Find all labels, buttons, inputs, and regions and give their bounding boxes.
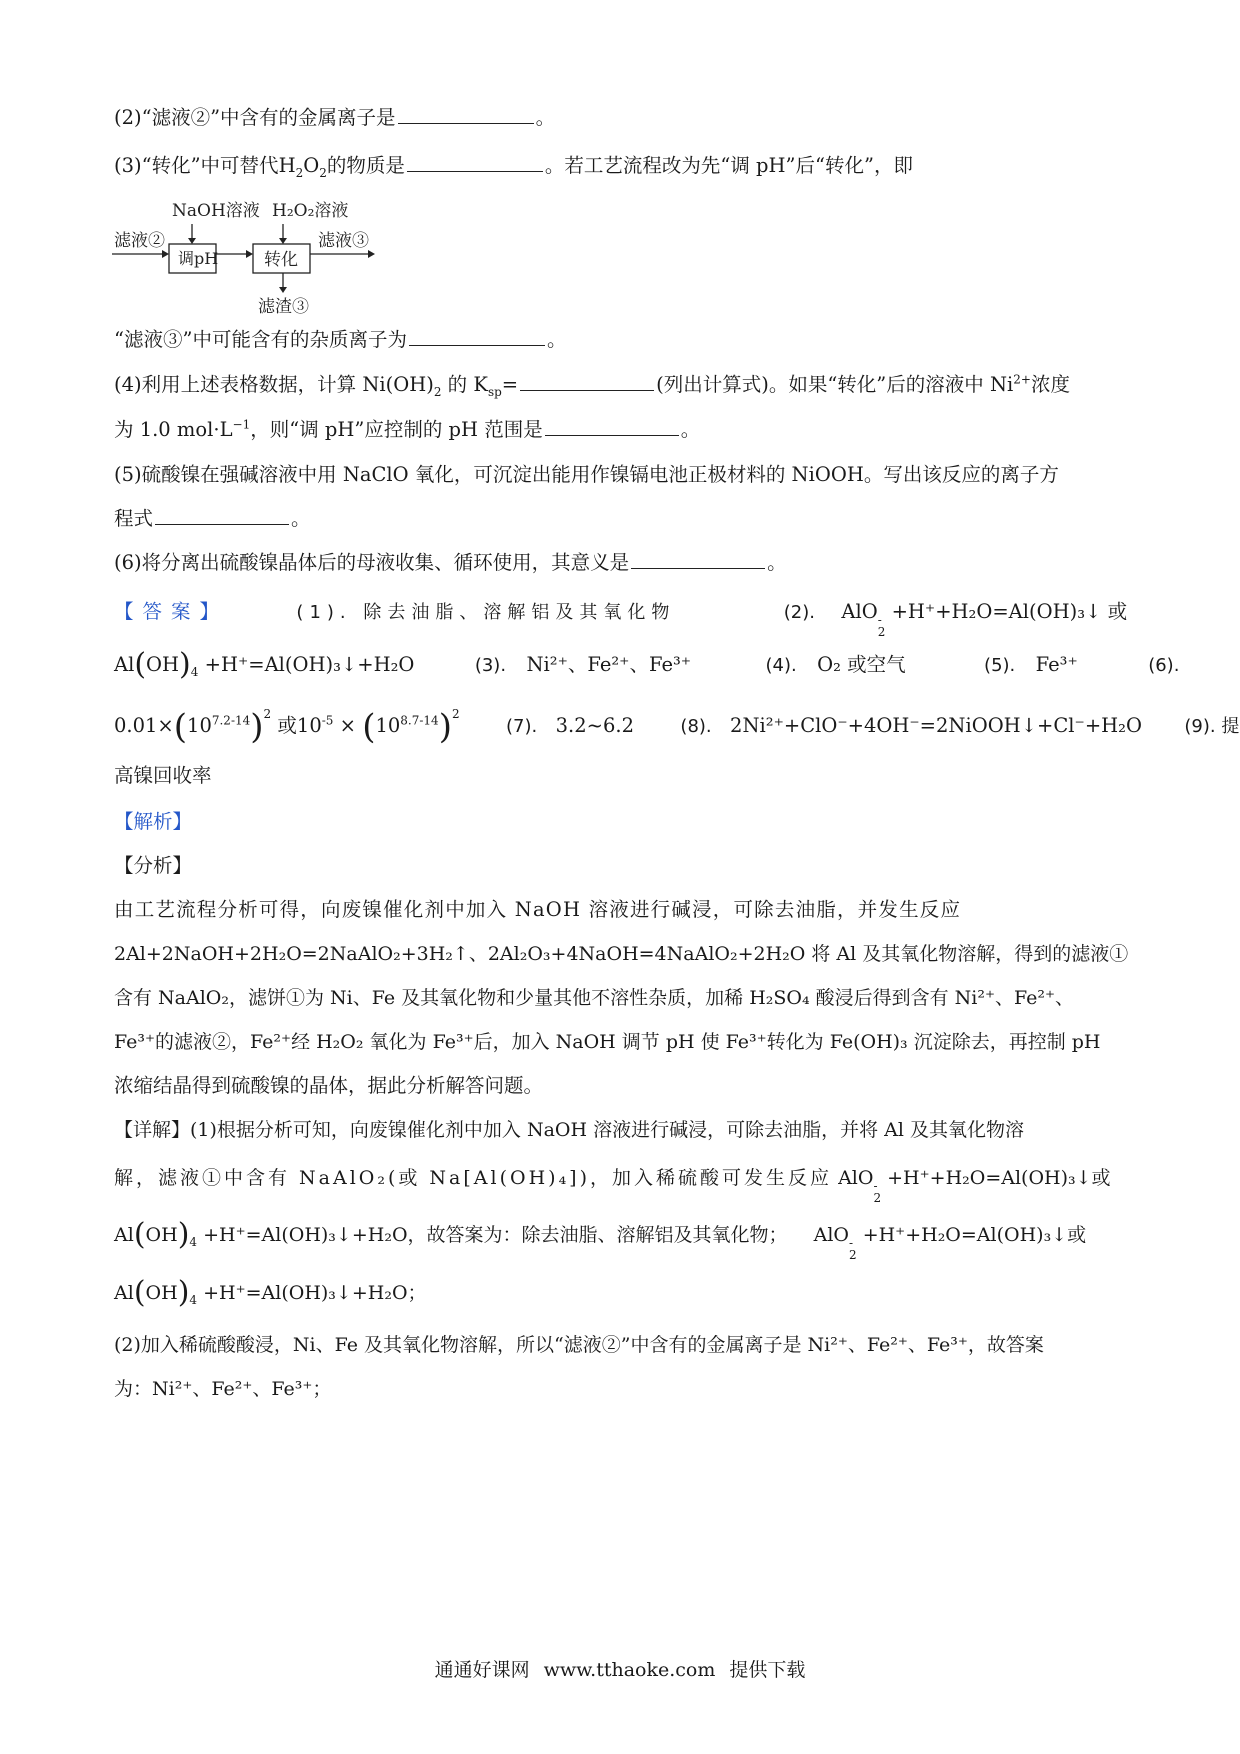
footer-tail: 提供下载 <box>729 1659 806 1681</box>
input-arrowhead <box>162 250 169 258</box>
analysis-line-5: 浓缩结晶得到硫酸镍的晶体，据此分析解答问题。 <box>114 1074 544 1097</box>
question-6: (6)将分离出硫酸镍晶体后的母液收集、循环使用，其意义是 。 <box>114 551 787 574</box>
analysis-line-3: 含有 NaAlO₂，滤饼①为 Ni、Fe 及其氧化物和少量其他不溶性杂质，加稀 H₂SO₄ 酸浸后得到含有 Ni²⁺、Fe²⁺、 <box>114 987 1075 1009</box>
answer-blank <box>631 550 765 569</box>
mid-arrowhead <box>246 250 253 258</box>
answer-line-4: 高镍回收率 <box>114 764 212 787</box>
answer-blank <box>520 372 654 391</box>
output-arrowhead <box>368 250 375 258</box>
detail-line-3: $Al(OH)_4$ +H⁺=Al(OH)₃↓+H₂O，故答案为：除去油脂、溶解铝及其氧化物； AlO - 2 +H⁺+H₂O=Al(OH)₃↓或 <box>114 1217 1087 1262</box>
h2o2-arrowhead <box>279 238 287 244</box>
h2o2-label: H₂O₂溶液 <box>272 201 349 221</box>
answer-blank <box>407 153 543 172</box>
jiexi-heading: 【解析】 <box>114 810 193 833</box>
footer-url[interactable]: www.tthaoke.com <box>543 1659 716 1681</box>
detail-line-2: 解，滤液①中含有 NaAlO₂(或 Na[Al(OH)₄])，加入稀硫酸可发生反应 AlO - 2 +H⁺+H₂O=Al(OH)₃↓或 <box>114 1167 1111 1205</box>
detail-line-5: (2)加入稀硫酸酸浸，Ni、Fe 及其氧化物溶解，所以“滤液②”中含有的金属离子是 Ni²⁺、Fe²⁺、Fe³⁺，故答案 <box>114 1334 1044 1356</box>
footer-site-name: 通通好课网 <box>434 1659 530 1681</box>
analysis-line-2: 2Al+2NaOH+2H₂O=2NaAlO₂+3H₂↑、2Al₂O₃+4NaOH=4NaAlO₂+2H₂O 将 Al 及其氧化物溶解，得到的滤液① <box>114 943 1129 965</box>
naoh-label: NaOH溶液 <box>172 201 260 221</box>
answer-line-3: $0.01\times(10^{7.2-14})^2$ 或$10^{-5} \times (10^{8.7-14})^2$ (7). 3.2~6.2 (8). 2Ni²⁺+ClO⁻+4OH⁻=2NiOOH↓+Cl⁻+H₂O (9). 提 <box>114 707 1240 747</box>
question-2: (2)“滤液②”中含有的金属离子是 。 <box>114 106 556 129</box>
naoh-arrowhead <box>188 238 196 244</box>
analysis-line-4: Fe³⁺的滤液②，Fe²⁺经 H₂O₂ 氧化为 Fe³⁺后，加入 NaOH 调节 pH 使 Fe³⁺转化为 Fe(OH)₃ 沉淀除去，再控制 pH <box>114 1031 1101 1053</box>
conversion-label: 转化 <box>264 250 298 270</box>
answer-blank <box>155 506 289 525</box>
question-4-line-1: (4)利用上述表格数据，计算 $Ni(OH)_2$ 的 $K_{sp}=$ (列出计算式)。如果“转化”后的溶液中 $Ni^{2+}$浓度 <box>114 372 1070 399</box>
answer-blank <box>409 327 545 346</box>
residue-label: 滤渣③ <box>258 297 309 317</box>
residue-arrowhead <box>279 287 287 293</box>
page-footer <box>0 1655 1240 1682</box>
answer-line-2: $Al(OH)_4$ +H⁺=Al(OH)₃↓+H₂O (3). Ni²⁺、Fe²⁺、Fe³⁺ (4). O₂ 或空气 (5). Fe³⁺ (6). <box>114 647 1180 682</box>
question-5-line-2: 程式 。 <box>114 507 311 530</box>
question-3-impurity: “滤液③”中可能含有的杂质离子为 。 <box>114 328 567 351</box>
input-label: 滤液② <box>114 231 165 251</box>
output-label: 滤液③ <box>318 231 369 251</box>
detail-line-1: 【详解】(1)根据分析可知，向废镍催化剂中加入 NaOH 溶液进行碱浸，可除去油脂，并将 Al 及其氧化物溶 <box>114 1119 1024 1141</box>
question-4-line-2: 为 1.0 $mol\cdot L^{-1}$，则“调 pH”应控制的 pH 范围是 。 <box>114 417 701 441</box>
answer-tag: 【答案】 <box>114 600 229 623</box>
adjust-ph-label: 调pH <box>178 249 219 268</box>
question-5-line-1: (5)硫酸镍在强碱溶液中用 NaClO 氧化，可沉淀出能用作镍镉电池正极材料的 NiOOH。写出该反应的离子方 <box>114 463 1059 486</box>
answer-line-1: 【答案】 (1). 除去油脂、溶解铝及其氧化物 (2). AlO - 2 +H⁺+H₂O=Al(OH)₃↓ 或 <box>114 600 1128 639</box>
fenxi-heading: 【分析】 <box>114 854 193 877</box>
detail-line-4: $Al(OH)_4$ +H⁺=Al(OH)₃↓+H₂O； <box>114 1275 427 1310</box>
detail-line-6: 为：Ni²⁺、Fe²⁺、Fe³⁺； <box>114 1378 332 1400</box>
answer-blank <box>398 105 534 124</box>
answer-blank <box>545 417 679 436</box>
analysis-line-1: 由工艺流程分析可得，向废镍催化剂中加入 NaOH 溶液进行碱浸，可除去油脂，并发生反应 <box>114 898 962 921</box>
question-3: (3)“转化”中可替代$H_2O_2$的物质是 。若工艺流程改为先“调 pH”后“转化”，即 <box>114 154 913 180</box>
